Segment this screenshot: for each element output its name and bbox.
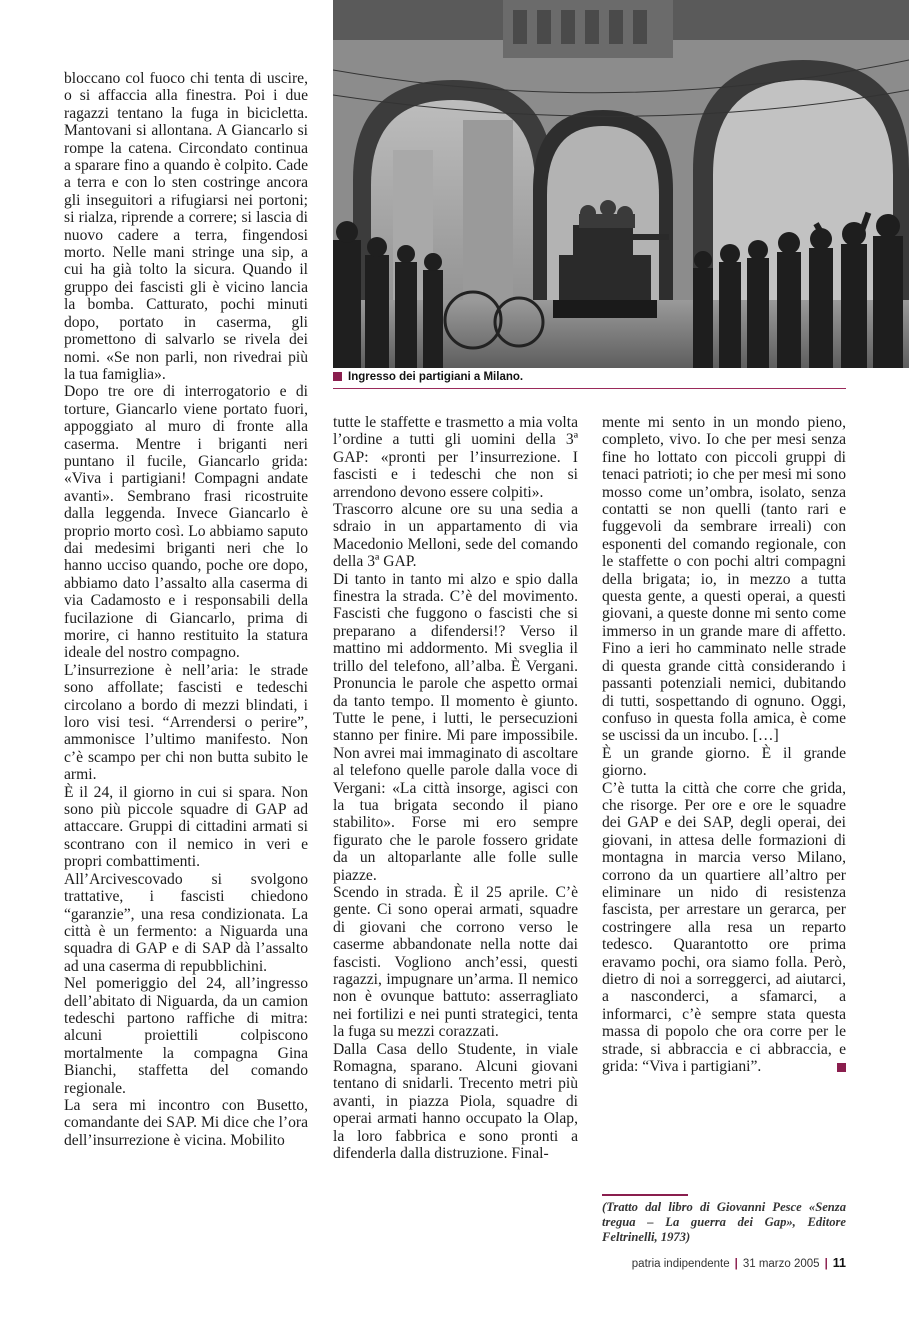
paragraph: Dalla Casa dello Studente, in viale Romagna, sparano. Alcuni giovani tentano di snidarli. Trecento metri più avanti, in piazza Piola, squadre di operai armati hanno occupato la Olap, la loro fabbrica e sono pronti a difenderla dalla distruzione. Final- [333,1040,578,1163]
paragraph: L’insurrezione è nell’aria: le strade sono affollate; fascisti e tedeschi circolano a bordo di mezzi blindati, i loro visi tesi. “Arrendersi o perire”, ammonisce l’ultimo manifesto. Non c’è scampo per chi non butta subito le armi. [64,661,308,784]
paragraph: È un grande giorno. È il grande giorno. [602,744,846,780]
footer-publication: patria indipendente [631,1258,730,1270]
paragraph: Trascorro alcune ore su una sedia a sdraio in un appartamento di via Macedonio Melloni, sede del comando della 3ª GAP. [333,501,578,571]
article-photo [333,0,909,368]
article-column-2 [333,414,578,1162]
paragraph: Scendo in strada. È il 25 aprile. C’è gente. Ci sono operai armati, squadre di giovani che corrono verso le caserme abbandonate nella notte dai fascisti. Vogliono anch’essi, questi ragazzi, impugnare un’arma. Il nemico non è ovunque battuto: asserragliato nei fortilizi e nei punti strategici, tenta la fuga su mezzi corazzati. [333,883,578,1041]
paragraph-final [602,780,846,1076]
paragraph: È il 24, il giorno in cui si spara. Non sono più piccole squadre di GAP ad attaccare. Gruppi di cittadini armati si scontrano con il nemico in veri e propri combattimenti. [64,783,308,871]
paragraph-final-text: C’è tutta la città che corre che grida, che risorge. Per ore e ore le squadre dei GAP e dei SAP, degli operai, dei giovani, in attesa delle formazioni di montagna in marcia verso Milano, corrono da un quartiere all’altro per eliminare un nido di resistenza fascista, per arrestare un gerarca, per costringere alla resa un reparto tedesco. Quarantotto ore prima eravamo pochi, ora siamo folla. Però, dietro di noi a sorreggerci, ad aiutarci, a nasconderci, a sfamarci, a informarci, c’è sempre stata questa massa di popolo che ora corre per le strade, si abbraccia e ci abbraccia, e grida: “Viva i partigiani”. [602,779,846,1076]
paragraph: Di tanto in tanto mi alzo e spio dalla finestra la strada. C’è del movimento. Fascisti che fuggono o fascisti che si preparano a difendersi!? Verso il mattino mi addormento. Mi sveglia il trillo del telefono, all’alba. È Vergani. Pronuncia le parole che aspetto ormai da tanto tempo. Il momento è giunto. Tutte le pene, i lutti, le persecuzioni stanno per finire. Mi pare impossibile. Non avrei mai immaginato di ascoltare al telefono quelle parole dalla voce di Vergani: «La città insorge, agisci con la tua brigata secondo il piano stabilito». Forse mi ero sempre figurato che le parole fossero gridate da un altoparlante alle folle sulle piazze. [333,570,578,884]
footer-separator: | [824,1258,828,1270]
photo-caption [333,371,846,389]
paragraph: tutte le staffette e trasmetto a mia volta l’ordine a tutti gli uomini della 3ª GAP: «pronti per l’insurrezione. I fascisti e i tedeschi che non si arrendono devono essere colpiti». [333,414,578,501]
paragraph: mente mi sento in un mondo pieno, completo, vivo. Io che per mesi senza fine ho lottato con piccoli gruppi di tenaci patrioti; io che per mesi mi sono mosso come un’ombra, isolato, senza contatti se non quelli (tanto rari e fuggevoli da sembrare irreali) con esponenti del comando regionale, con le staffette o con pochi altri compagni della brigata; io, in mezzo a tutta questa gente, a questi operai, a questi giovani, a queste donne mi sento come immerso in un grande mare di affetto. Fino a ieri ho camminato nelle strade di questa grande città considerando i passanti potenziali nemici, dubitando di tutti, sospettando di ognuno. Oggi, confuso in questa folla amica, è come se uscissi da un incubo. […] [602,414,846,745]
source-note: (Tratto dal libro di Giovanni Pesce «Senza tregua – La guerra dei Gap», Editore Feltrinelli, 1973) [602,1200,846,1244]
end-of-article-square-icon [837,1063,846,1072]
source-divider [602,1194,688,1196]
photo-partisans-entering-milan [333,0,909,368]
footer-separator: | [734,1258,738,1270]
paragraph: bloccano col fuoco chi tenta di uscire, o si affaccia alla finestra. Poi i due ragazzi tentano la fuga in bicicletta. Mantovani si allontana. A Giancarlo si rompe la catena. Circondato continua a sparare fino a quando è colpito. Cade a terra e con lo sten costringe ancora gli inseguitori a rifugiarsi nei portoni; si rialza, riprende a correre; si lascia di nuovo cadere a terra, fingendosi morto. Nelle mani stringe una sip, a cui ha già tolto la sicura. Quando il gruppo dei fascisti gli è vicino lancia la bomba. Catturato, pochi minuti dopo, portato in caserma, gli promettono di salvarlo se rivela dei nomi. «Se non parli, non rivedrai più la tua famiglia». [64,70,308,383]
paragraph: La sera mi incontro con Busetto, comandante dei SAP. Mi dice che l’ora dell’insurrezione è vicina. Mobilito [64,1096,308,1149]
photo-caption-text: Ingresso dei partigiani a Milano. [348,371,524,383]
page-footer [632,1256,846,1270]
footer-date: 31 marzo 2005 [742,1258,820,1270]
article-column-3 [602,414,846,1075]
paragraph: Nel pomeriggio del 24, all’ingresso dell’abitato di Niguarda, da un camion tedeschi partono raffiche di mitra: alcuni proiettili colpiscono mortalmente la compagna Gina Bianchi, staffetta del comando regionale. [64,975,308,1097]
paragraph: All’Arcivescovado si svolgono trattative, i fascisti chiedono “garanzie”, una resa condizionata. La città è un fermento: a Niguarda una squadra di GAP e di SAP dà l’assalto ad una caserma di repubblichini. [64,870,308,975]
paragraph: Dopo tre ore di interrogatorio e di torture, Giancarlo viene portato fuori, appoggiato al muro di fronte alla caserma. Mentre i briganti neri puntano il fucile, Giancarlo grida: «Viva i partigiani! Compagni andate avanti». Sembrano frasi ricostruite dalla leggenda. Invece Giancarlo è proprio morto così. Lo abbiamo saputo dai medesimi briganti neri che lo hanno ucciso quando, poche ore dopo, abbiamo dato l’assalto alla caserma di via Cadamosto e i responsabili della fucilazione di Giancarlo, prima di morire, ci hanno restituito la statura ideale del nostro compagno. [64,383,308,662]
article-column-1 [64,70,308,1149]
page-number: 11 [832,1256,846,1270]
caption-bullet-square [333,372,342,381]
